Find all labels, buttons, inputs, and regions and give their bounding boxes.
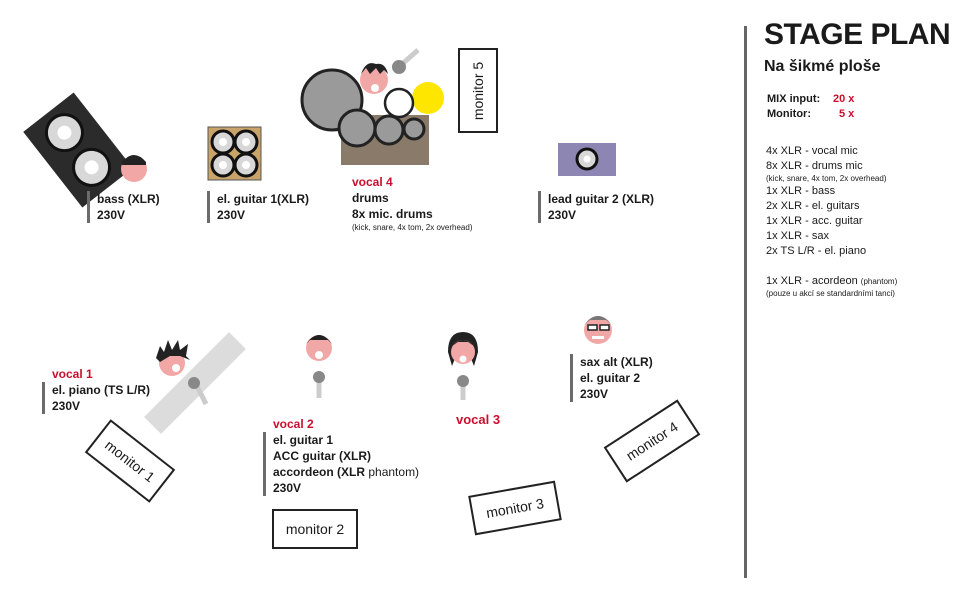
list-item: 1x XLR - sax xyxy=(766,230,829,242)
list-item-note: (pouze u akcí se standardními tanci) xyxy=(766,289,895,298)
bass-label: bass (XLR) 230V xyxy=(87,191,160,223)
list-item: 1x XLR - bass xyxy=(766,185,836,197)
panel-divider xyxy=(744,26,747,578)
mix-input-value: 20 x xyxy=(833,93,855,105)
drummer-head xyxy=(360,63,388,94)
list-item: 8x XLR - drums mic xyxy=(766,160,863,172)
inputs-list xyxy=(766,144,897,299)
page-title: STAGE PLAN xyxy=(764,18,951,51)
vocal2-label: vocal 2 el. guitar 1 ACC guitar (XLR) accordeon (XLR phantom) 230V xyxy=(273,416,419,496)
list-item: 1x XLR - acc. guitar xyxy=(766,215,863,227)
monitor-5-label: monitor 5 xyxy=(470,61,487,120)
monitor-count-label: Monitor: xyxy=(767,108,811,120)
bassist-head xyxy=(121,155,147,182)
monitor-5 xyxy=(458,48,498,133)
monitor-1-label: monitor 1 xyxy=(102,436,158,486)
lead-guitar2-label: lead guitar 2 (XLR) 230V xyxy=(538,191,654,223)
monitor-count-value: 5 x xyxy=(839,108,855,120)
vocal1-head xyxy=(156,340,190,376)
monitor-2-label: monitor 2 xyxy=(285,521,345,537)
vocal3-head xyxy=(448,332,478,366)
mix-input-label: MIX input: xyxy=(767,93,821,105)
vocal2-mic xyxy=(313,371,325,398)
monitor-4-label: monitor 4 xyxy=(623,418,681,464)
vocal1-label: vocal 1 el. piano (TS L/R) 230V xyxy=(52,366,150,414)
vocal3-mic xyxy=(457,375,469,400)
sax-head xyxy=(584,316,612,344)
list-item-note: (kick, snare, 4x tom, 2x overhead) xyxy=(766,174,887,183)
page-subtitle: Na šikmé ploše xyxy=(764,58,881,75)
guitar1-label: el. guitar 1(XLR) 230V xyxy=(207,191,309,223)
list-item: 2x TS L/R - el. piano xyxy=(766,245,867,257)
lead-guitar2-amp xyxy=(558,143,616,176)
vocal3-label: vocal 3 xyxy=(456,412,501,427)
guitar1-amp xyxy=(208,127,261,180)
monitor-2 xyxy=(272,509,358,549)
monitor-3-label: monitor 3 xyxy=(484,495,546,521)
vocal2-head xyxy=(306,335,332,361)
sax-label: sax alt (XLR) el. guitar 2 230V xyxy=(570,354,653,402)
drums-label: vocal 4 drums 8x mic. drums (kick, snare, 4x tom, 2x overhead) xyxy=(352,175,473,232)
list-item: 1x XLR - acordeon (phantom) xyxy=(766,275,898,287)
list-item: 4x XLR - vocal mic xyxy=(766,145,858,157)
list-item: 2x XLR - el. guitars xyxy=(766,200,860,212)
drum-vocal-mic xyxy=(392,50,418,74)
